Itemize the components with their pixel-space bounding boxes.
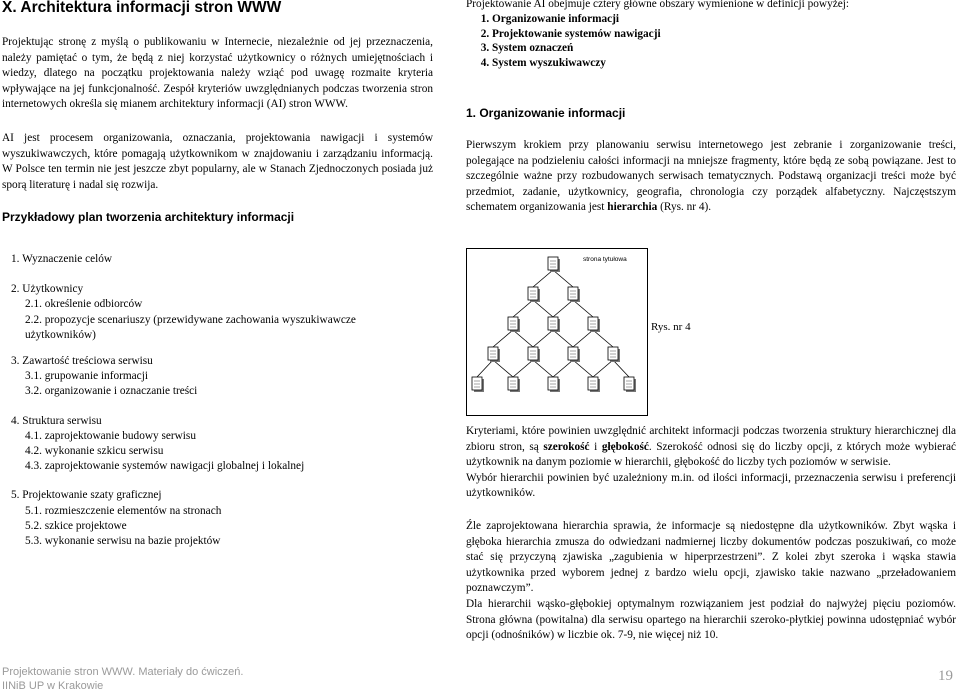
plan-item-1: 1. Wyznaczenie celów (11, 253, 113, 265)
link-line (613, 360, 629, 377)
link-line (513, 360, 533, 377)
figure-reference: (Rys. nr 4). (657, 201, 712, 214)
plan-subitem: użytkowników) (25, 328, 96, 341)
link-line (533, 330, 553, 347)
criteria-text-end: . Szerokość odnosi się do liczby opcji, z których może wybierać użytkownik na danym poziomie w hierarchii, głębokość do liczby tych poziomów w serwisie. (466, 440, 956, 469)
plan-subitem: 2.1. określenie odbiorców (25, 298, 143, 311)
footer (2, 665, 243, 693)
link-line (573, 330, 593, 347)
ai-area-item: 2. Projektowanie systemów nawigacji (492, 27, 956, 42)
plan-subitem: 5.1. rozmieszczenie elementów na stronach (25, 504, 222, 517)
hierarchy-term: hierarchia (607, 201, 658, 214)
link-line (573, 360, 593, 377)
left-paragraph-2: AI jest procesem organizowania, oznaczania, projektowania nawigacji i systemów wyszukiwawczych, które pomagają użytkownikom w znajdowaniu i zarządzaniu informacją. W Polsce ten termin nie jest jeszcze zbyt popularny, ale w Stanach Zjednoczonych posiada już sporą literaturę i nadal się rozwija. (2, 131, 433, 191)
page-node (472, 377, 484, 392)
link-line (573, 300, 593, 317)
page-node (528, 347, 540, 362)
link-line (553, 330, 573, 347)
link-line (533, 300, 553, 317)
page-node (568, 347, 580, 362)
link-line (513, 300, 533, 317)
link-line (593, 330, 613, 347)
page-node (528, 287, 540, 302)
link-line (553, 270, 573, 287)
ai-area-item: 3. System oznaczeń (492, 41, 956, 56)
bad-hierarchy-paragraph: Źle zaprojektowana hierarchia sprawia, że informacje są niedostępne dla użytkowników. Zbyt wąska i głęboka hierarchia zmusza do odwiedzani nadmiernej liczby dokumentów podczas poszukiwań, co może stać się przyczyną zjawiska „zagubienia w hiperprzestrzeni”. Z kolei zbyt szeroka i wąska stawia użytkownika przed wyborem jednej z bardzo wielu opcji, zjawisko takie nazwano „przeładowaniem poznawczym”. (466, 519, 956, 595)
page-node (508, 317, 520, 332)
link-line (533, 270, 553, 287)
link-line (593, 360, 613, 377)
plan-subitem: 3.1. grupowanie informacji (25, 370, 148, 383)
page-node (568, 287, 580, 302)
page-node (608, 347, 620, 362)
plan-subitem: 5.3. wykonanie serwisu na bazie projektów (25, 535, 221, 548)
title-page-label: strona tytułowa (583, 256, 627, 263)
ai-areas-list (466, 12, 956, 70)
plan-subitem: 4.1. zaprojektowanie budowy serwisu (25, 429, 196, 442)
width-term: szerokość (543, 440, 590, 453)
page-heading: X. Architektura informacji stron WWW (2, 0, 282, 16)
page-node (508, 377, 520, 392)
organizing-text: Pierwszym krokiem przy planowaniu serwisu internetowego jest zebranie i zorganizowanie treści, polegające na podzieleniu całości informacji na mniejsze fragmenty, które będą ze sobą powiązane. Jest to szczególnie ważne przy rozbudowanych serwisach tematycznych. Podstawą organizacji treści może być przedmiot, zadanie, użytkownicy, geografia, chronologia czy porządek alfabetyczny. Najczęstszym schematem organizowania jest (466, 139, 956, 214)
plan-subitem: 5.2. szkice projektowe (25, 519, 127, 532)
page-node (488, 347, 500, 362)
hierarchy-diagram (467, 249, 647, 415)
footer-institution: IINiB UP w Krakowie (2, 680, 104, 692)
hierarchy-choice-paragraph: Wybór hierarchii powinien być uzależniony m.in. od ilości informacji, przeznaczenia serwisu i preferencji użytkowników. (466, 471, 956, 500)
hierarchy-figure (466, 248, 648, 416)
depth-term: głębokość (601, 440, 649, 453)
page-node (624, 377, 636, 392)
page-number: 19 (938, 668, 953, 684)
link-line (513, 330, 533, 347)
levels-paragraph: Dla hierarchii wąsko-głębokiej optymalnym rozwiązaniem jest podział do najwyżej pięciu poziomów. Strona główna (powitalna) dla serwisu opartego na hierarchii szeroko-płytkiej powinna udostępniać wybór opcji (odnośników) w liczbie ok. 7-9, nie więcej niż 10. (466, 597, 956, 642)
plan-subitem: 3.2. organizowanie i oznaczanie treści (25, 385, 198, 398)
link-line (553, 300, 573, 317)
link-line (493, 360, 513, 377)
ai-area-item: 4. System wyszukiwawczy (492, 56, 956, 71)
footer-course: Projektowanie stron WWW. Materiały do ćwiczeń. (2, 666, 244, 678)
page-node (548, 317, 560, 332)
link-line (533, 360, 553, 377)
plan-title: Przykładowy plan tworzenia architektury informacji (2, 210, 295, 225)
plan-subitem: 4.3. zaprojektowanie systemów nawigacji globalnej i lokalnej (25, 460, 305, 473)
page-node (588, 317, 600, 332)
section-title: 1. Organizowanie informacji (466, 106, 626, 120)
plan-item-2: 2. Użytkownicy (11, 283, 84, 296)
plan-list (11, 252, 436, 549)
left-column (2, 35, 433, 224)
ai-area-item: 1. Organizowanie informacji (492, 12, 956, 27)
plan-item-3: 3. Zawartość treściowa serwisu (11, 355, 153, 368)
plan-subitem: 4.2. wykonanie szkicu serwisu (25, 445, 164, 458)
right-column-top (466, 0, 956, 70)
link-line (493, 330, 513, 347)
link-line (553, 360, 573, 377)
figure-caption: Rys. nr 4 (651, 321, 691, 333)
left-paragraph-1: Projektując stronę z myślą o publikowaniu w Internecie, niezależnie od jej przeznaczenia, należy pamiętać o tym, że będą z niej korzystać użytkownicy o różnych umiejętnościach i wiedzy, dlatego na początku projektowania należy wziąć pod uwagę rozmaite kryteria wpływające na jej funkcjonalność. Zespół kryteriów uwzględnianych podczas tworzenia stron internetowych określa się mianem architektury informacji (AI) stron WWW. (2, 36, 433, 111)
conjunction: i (589, 440, 602, 453)
criteria-text: Kryteriami, które powinien uwzględnić architekt informacji podczas tworzenia struktury hierarchicznej dla zbioru stron, są (466, 425, 956, 453)
organizing-paragraph (466, 138, 956, 216)
page-node (548, 257, 560, 272)
link-line (477, 360, 493, 377)
plan-item-5: 5. Projektowanie szaty graficznej (11, 489, 162, 502)
criteria-paragraph (466, 424, 956, 471)
plan-item-4: 4. Struktura serwisu (11, 414, 102, 427)
page-node (548, 377, 560, 392)
page-node (588, 377, 600, 392)
plan-subitem: 2.2. propozycje scenariuszy (przewidywane zachowania wyszukiwawcze (25, 313, 356, 326)
areas-intro: Projektowanie AI obejmuje cztery główne obszary wymienione w definicji powyżej: (466, 0, 850, 10)
right-column-bottom (466, 424, 956, 644)
